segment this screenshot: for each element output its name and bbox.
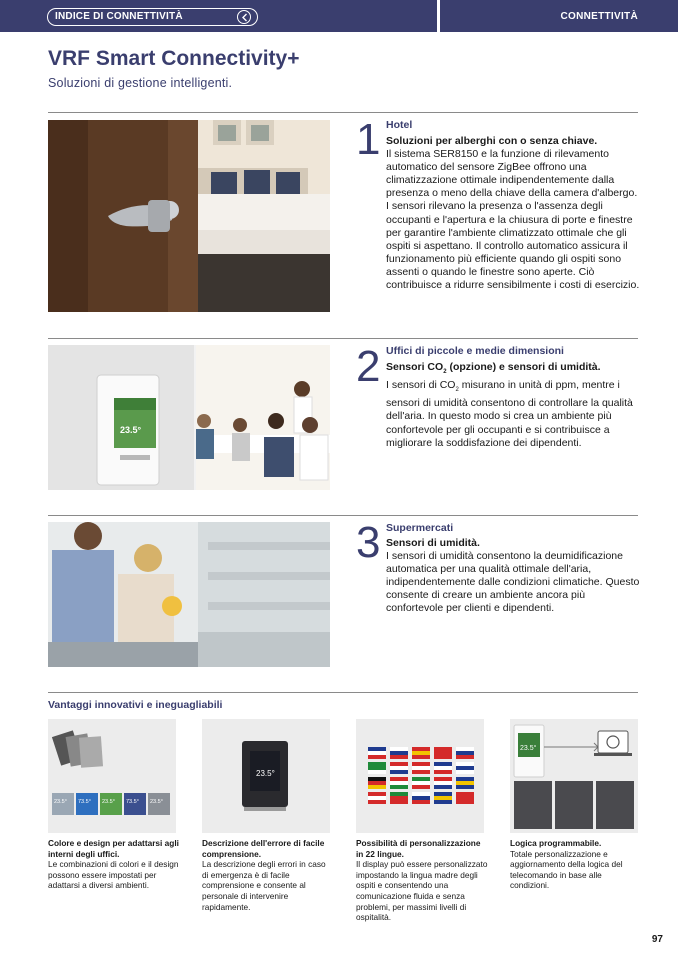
- back-to-index-button[interactable]: [47, 8, 258, 26]
- hotel-photo: [48, 120, 330, 312]
- error-description-image: [202, 719, 330, 833]
- item-heading: Soluzioni per alberghi con o senza chiave.: [386, 135, 598, 147]
- item-number: 2: [356, 342, 381, 391]
- advantage-text: [48, 838, 180, 891]
- advantage-text: [510, 838, 642, 891]
- thermostat-temp: 23.5°: [256, 769, 275, 778]
- advantage-body: Totale personalizzazione e aggiornamento della logica del telecomando in base alle condizioni.: [510, 848, 623, 891]
- flag-stripe: [412, 785, 430, 789]
- flag-stripe: [434, 751, 452, 755]
- item-category: Supermercati: [386, 522, 454, 534]
- body-part: I sensori di CO: [386, 379, 456, 392]
- color-swatch: 23.5°: [100, 793, 122, 815]
- flag-stripe: [390, 777, 408, 781]
- office-photo: [48, 345, 330, 490]
- header-divider: [437, 0, 440, 32]
- advantage-heading: Colore e design per adattarsi agli interni degli uffici.: [48, 838, 179, 859]
- flag-stripe: [368, 800, 386, 804]
- flag-stripe: [368, 785, 386, 789]
- item-body: Il sistema SER8150 e la funzione di rilevamento automatico del sensore ZigBee offrono una climatizzazione ottimale indipendentemente dalla presenza o meno della chiave della camera d'albergo. I sensori rilevano la presenza o l'assenza degli occupanti e l'apertura e la chiusura di porte e finestre per garantire l'ambiente climatizzato ottimale che gli ospiti si aspettano. Il controllo automatico assicura il funzionamento più efficiente quando gli ospiti sono assenti o quando le finestre sono aperte. Ciò contribuisce a ridurre sensibilmente i costi di esercizio.: [386, 148, 640, 292]
- flag-stripe: [434, 785, 452, 789]
- flag-stripe: [390, 747, 408, 751]
- flag-stripe: [412, 800, 430, 804]
- flag-stripe: [456, 755, 474, 759]
- item-number: 3: [356, 518, 381, 567]
- heading-part: Sensori CO: [386, 361, 444, 373]
- chevron-left-icon: [237, 10, 251, 24]
- body-part: misurano in unità di ppm, mentre i sensori di umidità consentono di controllare la qualità dell'aria. In questo modo si crea un ambiente più confortevole per gli occupanti e si contribuisce a migliorare la soddisfazione dei dipendenti.: [386, 379, 633, 449]
- flag-stripe: [456, 747, 474, 751]
- flag-stripe: [434, 796, 452, 800]
- flag-stripe: [412, 796, 430, 800]
- flag-stripe: [434, 777, 452, 781]
- flag-stripe: [456, 766, 474, 770]
- item-text: [386, 361, 640, 450]
- thermostat-temp: 23.5°: [520, 745, 537, 752]
- item-body: I sensori di umidità consentono la deumidificazione automatica per una qualità ottimale dell'aria, indipendentemente dalle condizioni climatiche. Questo consente di creare un ambiente ancora più confortevole per clienti e dipendenti.: [386, 550, 640, 615]
- thermostat-temp: 23.5°: [120, 425, 142, 435]
- flag-stripe: [368, 751, 386, 755]
- flag-stripe: [390, 762, 408, 766]
- flag-stripe: [434, 770, 452, 774]
- flag-stripe: [390, 770, 408, 774]
- flag-stripe: [390, 751, 408, 755]
- divider: [48, 112, 638, 113]
- flag-stripe: [368, 781, 386, 785]
- item-number: 1: [356, 115, 381, 164]
- advantage-body: Le combinazioni di colori e il design possono essere impostati per adattarsi a diversi ambienti.: [48, 859, 179, 891]
- flag-stripe: [456, 800, 474, 804]
- header-bar: [0, 0, 678, 32]
- divider: [48, 692, 638, 693]
- flag-stripe: [390, 781, 408, 785]
- color-swatch: 73.5°: [124, 793, 146, 815]
- item-heading: Sensori di umidità.: [386, 537, 480, 549]
- item-category: Hotel: [386, 119, 413, 131]
- flag-stripe: [390, 792, 408, 796]
- color-swatch: 23.5°: [52, 793, 74, 815]
- flag-stripe: [412, 747, 430, 751]
- advantage-body: La descrizione degli errori in caso di emergenza è di facile comprensione e consente al personale di intervenire rapidamente.: [202, 859, 326, 912]
- advantage-body: Il display può essere personalizzato impostando la lingua madre degli ospiti e consentendo una comunicazione fluida e senza problemi, per massimi livelli di ospitalità.: [356, 859, 488, 923]
- flag-stripe: [412, 755, 430, 759]
- flag-stripe: [434, 762, 452, 766]
- flag-stripe: [368, 762, 386, 766]
- flag-stripe: [412, 777, 430, 781]
- back-to-index-label: INDICE DI CONNETTIVITÀ: [55, 11, 183, 22]
- flag-stripe: [390, 755, 408, 759]
- flag-stripe: [456, 762, 474, 766]
- heading-part: (opzione) e sensori di umidità.: [446, 361, 601, 373]
- flag-stripe: [412, 762, 430, 766]
- advantage-heading: Possibilità di personalizzazione in 22 lingue.: [356, 838, 481, 859]
- flag-stripe: [456, 785, 474, 789]
- flag-stripe: [390, 800, 408, 804]
- flag-stripe: [456, 770, 474, 774]
- flag-stripe: [456, 796, 474, 800]
- flag-stripe: [390, 785, 408, 789]
- item-text: [386, 537, 640, 616]
- flag-stripe: [456, 781, 474, 785]
- flag-stripe: [456, 777, 474, 781]
- flag-stripe: [368, 777, 386, 781]
- page-subtitle: Soluzioni di gestione intelligenti.: [48, 76, 233, 90]
- page-number: 97: [651, 934, 663, 945]
- page-title: VRF Smart Connectivity+: [48, 47, 300, 70]
- flag-stripe: [390, 796, 408, 800]
- color-design-image: [48, 719, 176, 833]
- supermarket-photo: [48, 522, 330, 667]
- flag-stripe: [434, 781, 452, 785]
- item-body: [386, 379, 640, 450]
- body-subscript: 2: [455, 387, 459, 394]
- color-swatch: 73.5°: [76, 793, 98, 815]
- flag-stripe: [368, 796, 386, 800]
- flag-stripe: [412, 751, 430, 755]
- flag-stripe: [434, 792, 452, 796]
- flag-stripe: [456, 751, 474, 755]
- flag-stripe: [434, 747, 452, 751]
- flag-stripe: [456, 792, 474, 796]
- flag-stripe: [368, 770, 386, 774]
- flags-grid: [356, 719, 484, 833]
- advantage-text: [356, 838, 488, 923]
- flag-stripe: [368, 766, 386, 770]
- flag-stripe: [412, 781, 430, 785]
- advantage-text: [202, 838, 334, 912]
- language-flags-image: [356, 719, 484, 833]
- color-swatch: 23.5°: [148, 793, 170, 815]
- flag-stripe: [368, 747, 386, 751]
- item-category: Uffici di piccole e medie dimensioni: [386, 345, 564, 357]
- item-text: [386, 135, 640, 292]
- flag-stripe: [434, 800, 452, 804]
- flag-stripe: [390, 766, 408, 770]
- flag-stripe: [412, 770, 430, 774]
- divider: [48, 338, 638, 339]
- flag-stripe: [412, 766, 430, 770]
- color-swatches: [52, 793, 176, 815]
- divider: [48, 515, 638, 516]
- programmable-logic-image: [510, 719, 638, 833]
- flag-stripe: [434, 755, 452, 759]
- section-label: CONNETTIVITÀ: [560, 11, 638, 22]
- advantage-heading: Descrizione dell'errore di facile comprensione.: [202, 838, 325, 859]
- advantage-heading: Logica programmabile.: [510, 838, 602, 848]
- heading-subscript: 2: [443, 369, 447, 376]
- flag-stripe: [368, 755, 386, 759]
- item-heading: [386, 361, 640, 379]
- flag-stripe: [368, 792, 386, 796]
- flag-stripe: [434, 766, 452, 770]
- flag-stripe: [412, 792, 430, 796]
- advantages-title: Vantaggi innovativi e ineguagliabili: [48, 699, 223, 711]
